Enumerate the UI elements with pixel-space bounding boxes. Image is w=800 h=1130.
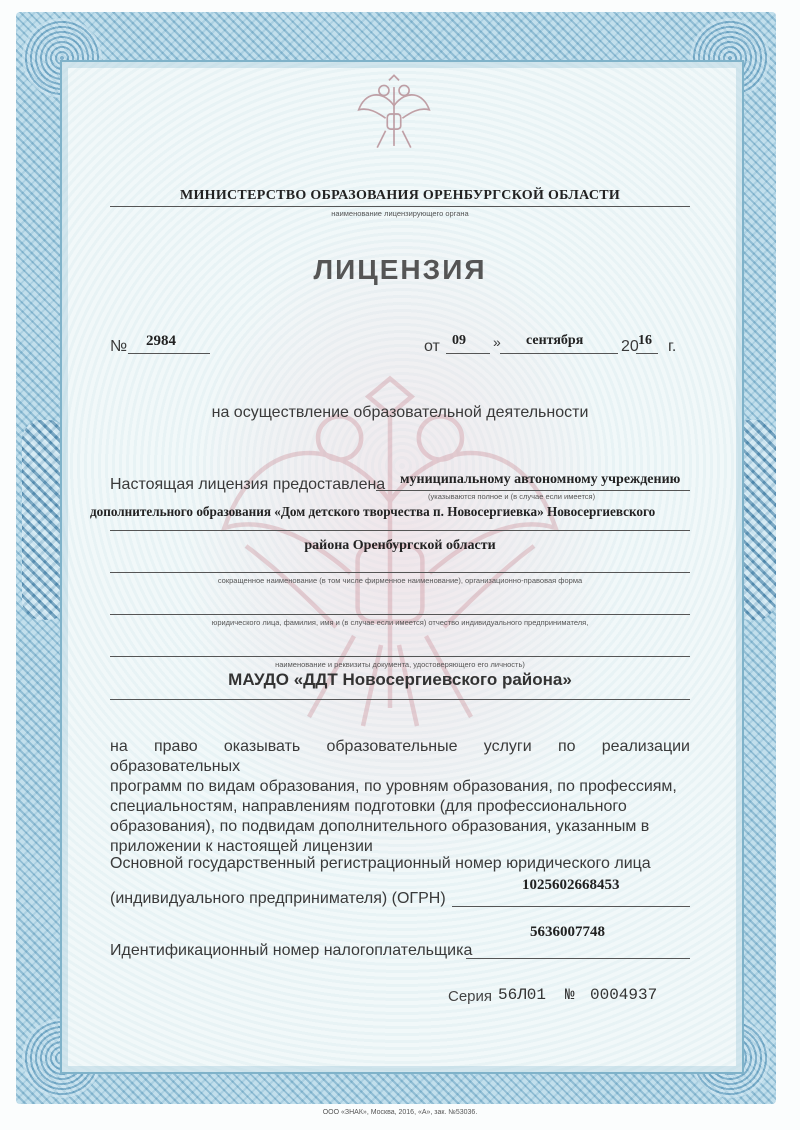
quote-mark: » — [493, 334, 501, 350]
license-number: 2984 — [146, 333, 176, 349]
ministry-caption: наименование лицензирующего органа — [331, 209, 469, 218]
licensee-underline-1 — [376, 490, 690, 491]
series-value: 56Л01 — [498, 986, 547, 1004]
rights-line: на право оказывать образовательные услуги по реализации образовательных — [110, 738, 690, 775]
double-headed-eagle-emblem — [352, 72, 436, 156]
rights-line: образования), по подвидам дополнительного образования, указанным в — [110, 818, 650, 835]
licensee-name-line2: дополнительного образования «Дом детского творчества п. Новосергиевка» Новосергиевского — [90, 504, 656, 519]
rights-line: программ по видам образования, по уровням образования, по профессиям, — [110, 778, 677, 795]
year-label: г. — [668, 338, 677, 355]
licensee-underline-3 — [110, 572, 690, 573]
short-name-underline — [110, 699, 690, 700]
licensee-underline-5 — [110, 656, 690, 657]
series-number: 0004937 — [590, 986, 658, 1004]
number-label: № — [110, 338, 128, 355]
granted-label: Настоящая лицензия предоставлена — [110, 476, 386, 493]
rights-line: приложении к настоящей лицензии — [110, 838, 373, 855]
licensee-short-name: МАУДО «ДДТ Новосергиевского района» — [228, 670, 572, 689]
ogrn-underline — [452, 906, 690, 907]
licensee-underline-4 — [110, 614, 690, 615]
licensee-underline-2 — [110, 530, 690, 531]
issue-day: 09 — [452, 333, 466, 348]
licensee-caption-1: (указываются полное и (в случае если имеется) — [428, 492, 596, 501]
rights-paragraph — [110, 737, 690, 857]
inn-value: 5636007748 — [530, 924, 605, 940]
ministry-underline — [110, 206, 690, 207]
printer-imprint: ООО «ЗНАК», Москва, 2016, «А», зак. №53036. — [322, 1109, 478, 1116]
inn-underline — [466, 958, 690, 959]
activity-text: на осуществление образовательной деятельности — [211, 404, 589, 421]
document-title: ЛИЦЕНЗИЯ — [313, 254, 487, 285]
licensee-caption-3: юридического лица, фамилия, имя и (в случае если имеется) отчество индивидуального предпринимателя, — [211, 618, 589, 627]
series-number-label: № — [565, 986, 575, 1004]
number-underline — [128, 353, 210, 354]
issue-month: сентября — [526, 333, 584, 348]
year-prefix: 20 — [621, 338, 639, 355]
licensee-name-line1: муниципальному автономному учреждению — [400, 472, 681, 487]
ogrn-value: 1025602668453 — [522, 877, 620, 893]
ministry-name: МИНИСТЕРСТВО ОБРАЗОВАНИЯ ОРЕНБУРГСКОЙ ОБЛАСТИ — [179, 188, 621, 203]
licensee-name-line3: района Оренбургской области — [304, 538, 496, 553]
licensee-caption-2: сокращенное наименование (в том числе фирменное наименование), организационно-правовая форма — [217, 576, 583, 585]
year-suffix: 16 — [638, 333, 652, 348]
ogrn-label-line2: (индивидуального предпринимателя) (ОГРН) — [110, 890, 446, 907]
day-underline — [446, 353, 490, 354]
date-from-label: от — [424, 338, 440, 355]
rights-line: специальностям, направлениям подготовки (для профессионального — [110, 798, 627, 815]
month-underline — [500, 353, 618, 354]
licensee-caption-4: наименование и реквизиты документа, удостоверяющего его личность) — [275, 660, 525, 669]
inn-label: Идентификационный номер налогоплательщика — [110, 942, 473, 959]
series-label: Серия — [448, 988, 493, 1005]
ogrn-label-line1: Основной государственный регистрационный номер юридического лица — [110, 855, 651, 872]
year-underline — [636, 353, 658, 354]
